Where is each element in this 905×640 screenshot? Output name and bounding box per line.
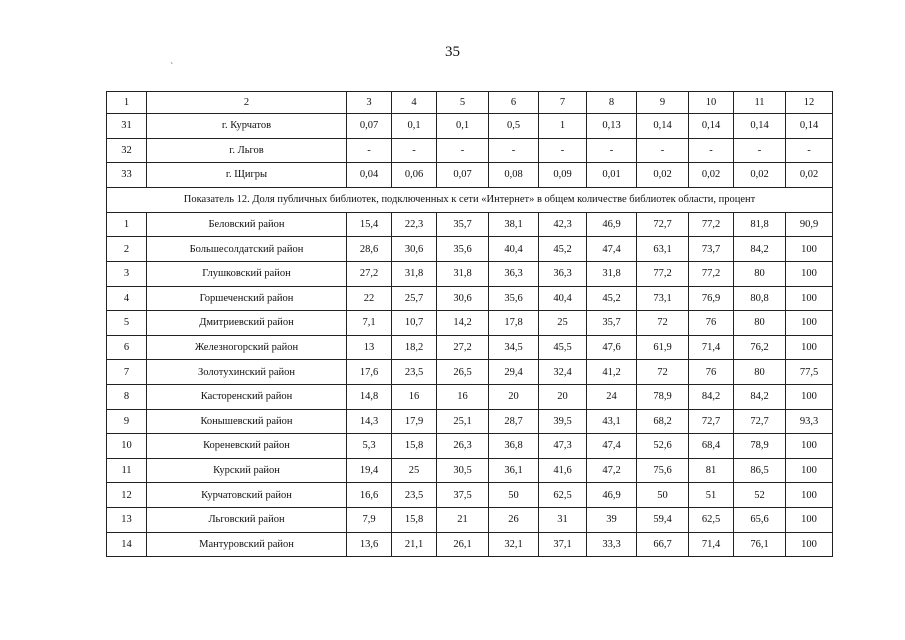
value-cell: 39 bbox=[587, 507, 637, 532]
value-cell: 76 bbox=[689, 311, 734, 336]
value-cell: 71,4 bbox=[689, 335, 734, 360]
value-cell: 31,8 bbox=[587, 261, 637, 286]
value-cell: 100 bbox=[786, 483, 833, 508]
value-cell: 0,04 bbox=[347, 163, 392, 188]
value-cell: 47,2 bbox=[587, 458, 637, 483]
row-name: Глушковский район bbox=[147, 261, 347, 286]
column-header: 9 bbox=[637, 92, 689, 114]
column-header: 4 bbox=[392, 92, 437, 114]
value-cell: 0,02 bbox=[734, 163, 786, 188]
value-cell: - bbox=[637, 138, 689, 163]
row-name: Кореневский район bbox=[147, 434, 347, 459]
value-cell: 84,2 bbox=[734, 237, 786, 262]
value-cell: 76 bbox=[689, 360, 734, 385]
table-row bbox=[107, 532, 833, 557]
column-header: 5 bbox=[437, 92, 489, 114]
row-number: 4 bbox=[107, 286, 147, 311]
value-cell: 100 bbox=[786, 286, 833, 311]
value-cell: 0,5 bbox=[489, 114, 539, 139]
value-cell: 20 bbox=[539, 384, 587, 409]
value-cell: 14,2 bbox=[437, 311, 489, 336]
value-cell: 20 bbox=[489, 384, 539, 409]
value-cell: 23,5 bbox=[392, 360, 437, 385]
row-name: Горшеченский район bbox=[147, 286, 347, 311]
value-cell: 13,6 bbox=[347, 532, 392, 557]
row-name: Золотухинский район bbox=[147, 360, 347, 385]
value-cell: 23,5 bbox=[392, 483, 437, 508]
value-cell: 25,7 bbox=[392, 286, 437, 311]
value-cell: 100 bbox=[786, 237, 833, 262]
value-cell: 1 bbox=[539, 114, 587, 139]
value-cell: 32,4 bbox=[539, 360, 587, 385]
value-cell: 84,2 bbox=[689, 384, 734, 409]
value-cell: 0,07 bbox=[437, 163, 489, 188]
value-cell: 24 bbox=[587, 384, 637, 409]
value-cell: 43,1 bbox=[587, 409, 637, 434]
value-cell: 72 bbox=[637, 360, 689, 385]
value-cell: - bbox=[786, 138, 833, 163]
value-cell: 41,6 bbox=[539, 458, 587, 483]
row-number: 13 bbox=[107, 507, 147, 532]
value-cell: 72,7 bbox=[689, 409, 734, 434]
table-row bbox=[107, 384, 833, 409]
row-name: Курский район bbox=[147, 458, 347, 483]
table-row bbox=[107, 286, 833, 311]
value-cell: 30,6 bbox=[437, 286, 489, 311]
value-cell: 76,9 bbox=[689, 286, 734, 311]
row-name: Беловский район bbox=[147, 212, 347, 237]
value-cell: 63,1 bbox=[637, 237, 689, 262]
value-cell: 0,14 bbox=[637, 114, 689, 139]
value-cell: 46,9 bbox=[587, 483, 637, 508]
table-row bbox=[107, 114, 833, 139]
value-cell: 19,4 bbox=[347, 458, 392, 483]
value-cell: 80 bbox=[734, 360, 786, 385]
value-cell: 26,1 bbox=[437, 532, 489, 557]
page-number: 35 bbox=[445, 44, 460, 60]
section-title-row bbox=[107, 187, 833, 212]
value-cell: 59,4 bbox=[637, 507, 689, 532]
value-cell: - bbox=[689, 138, 734, 163]
value-cell: 35,7 bbox=[587, 311, 637, 336]
value-cell: 27,2 bbox=[437, 335, 489, 360]
value-cell: 31,8 bbox=[437, 261, 489, 286]
value-cell: 78,9 bbox=[637, 384, 689, 409]
row-number: 10 bbox=[107, 434, 147, 459]
value-cell: 72 bbox=[637, 311, 689, 336]
value-cell: 65,6 bbox=[734, 507, 786, 532]
table-row bbox=[107, 335, 833, 360]
value-cell: 26,3 bbox=[437, 434, 489, 459]
table-header-row bbox=[107, 92, 833, 114]
table-row bbox=[107, 212, 833, 237]
value-cell: 52,6 bbox=[637, 434, 689, 459]
value-cell: 0,14 bbox=[786, 114, 833, 139]
section-title: Показатель 12. Доля публичных библиотек, подключенных к сети «Интернет» в общем количестве библиотек области, процент bbox=[107, 187, 833, 212]
value-cell: 77,5 bbox=[786, 360, 833, 385]
row-number: 32 bbox=[107, 138, 147, 163]
value-cell: 42,3 bbox=[539, 212, 587, 237]
row-name: г. Курчатов bbox=[147, 114, 347, 139]
value-cell: 40,4 bbox=[539, 286, 587, 311]
value-cell: 61,9 bbox=[637, 335, 689, 360]
value-cell: 46,9 bbox=[587, 212, 637, 237]
value-cell: 0,08 bbox=[489, 163, 539, 188]
row-name: Мантуровский район bbox=[147, 532, 347, 557]
value-cell: 62,5 bbox=[689, 507, 734, 532]
value-cell: 68,2 bbox=[637, 409, 689, 434]
value-cell: 80 bbox=[734, 261, 786, 286]
row-number: 8 bbox=[107, 384, 147, 409]
column-header: 8 bbox=[587, 92, 637, 114]
value-cell: 7,9 bbox=[347, 507, 392, 532]
row-name: г. Льгов bbox=[147, 138, 347, 163]
column-header: 3 bbox=[347, 92, 392, 114]
value-cell: 100 bbox=[786, 434, 833, 459]
value-cell: 100 bbox=[786, 532, 833, 557]
value-cell: 45,2 bbox=[539, 237, 587, 262]
value-cell: 29,4 bbox=[489, 360, 539, 385]
column-header: 7 bbox=[539, 92, 587, 114]
value-cell: 0,02 bbox=[689, 163, 734, 188]
table-row bbox=[107, 507, 833, 532]
value-cell: 78,9 bbox=[734, 434, 786, 459]
value-cell: 36,3 bbox=[489, 261, 539, 286]
value-cell: 15,8 bbox=[392, 507, 437, 532]
value-cell: 76,1 bbox=[734, 532, 786, 557]
table-row bbox=[107, 360, 833, 385]
value-cell: 93,3 bbox=[786, 409, 833, 434]
value-cell: 47,4 bbox=[587, 434, 637, 459]
value-cell: 100 bbox=[786, 311, 833, 336]
value-cell: 0,09 bbox=[539, 163, 587, 188]
value-cell: 76,2 bbox=[734, 335, 786, 360]
value-cell: 18,2 bbox=[392, 335, 437, 360]
column-header: 2 bbox=[147, 92, 347, 114]
value-cell: 72,7 bbox=[734, 409, 786, 434]
column-header: 11 bbox=[734, 92, 786, 114]
column-header: 6 bbox=[489, 92, 539, 114]
value-cell: 0,1 bbox=[392, 114, 437, 139]
value-cell: - bbox=[734, 138, 786, 163]
row-name: Касторенский район bbox=[147, 384, 347, 409]
value-cell: 77,2 bbox=[637, 261, 689, 286]
value-cell: 16,6 bbox=[347, 483, 392, 508]
value-cell: 37,5 bbox=[437, 483, 489, 508]
value-cell: 15,8 bbox=[392, 434, 437, 459]
value-cell: 71,4 bbox=[689, 532, 734, 557]
column-header: 12 bbox=[786, 92, 833, 114]
value-cell: 13 bbox=[347, 335, 392, 360]
row-number: 31 bbox=[107, 114, 147, 139]
value-cell: 75,6 bbox=[637, 458, 689, 483]
row-number: 14 bbox=[107, 532, 147, 557]
table-row bbox=[107, 409, 833, 434]
value-cell: 14,8 bbox=[347, 384, 392, 409]
value-cell: 100 bbox=[786, 507, 833, 532]
value-cell: 32,1 bbox=[489, 532, 539, 557]
value-cell: 77,2 bbox=[689, 212, 734, 237]
value-cell: 47,3 bbox=[539, 434, 587, 459]
value-cell: 51 bbox=[689, 483, 734, 508]
value-cell: 34,5 bbox=[489, 335, 539, 360]
table-row bbox=[107, 261, 833, 286]
column-header: 10 bbox=[689, 92, 734, 114]
table-row bbox=[107, 483, 833, 508]
value-cell: 25,1 bbox=[437, 409, 489, 434]
value-cell: 35,6 bbox=[437, 237, 489, 262]
value-cell: 77,2 bbox=[689, 261, 734, 286]
value-cell: 17,9 bbox=[392, 409, 437, 434]
value-cell: 0,07 bbox=[347, 114, 392, 139]
value-cell: 5,3 bbox=[347, 434, 392, 459]
column-header: 1 bbox=[107, 92, 147, 114]
row-name: Конышевский район bbox=[147, 409, 347, 434]
value-cell: 66,7 bbox=[637, 532, 689, 557]
table-row bbox=[107, 434, 833, 459]
row-number: 33 bbox=[107, 163, 147, 188]
row-number: 3 bbox=[107, 261, 147, 286]
value-cell: 0,14 bbox=[689, 114, 734, 139]
value-cell: 100 bbox=[786, 335, 833, 360]
value-cell: - bbox=[489, 138, 539, 163]
value-cell: 27,2 bbox=[347, 261, 392, 286]
value-cell: 26,5 bbox=[437, 360, 489, 385]
value-cell: 17,6 bbox=[347, 360, 392, 385]
value-cell: 38,1 bbox=[489, 212, 539, 237]
row-number: 9 bbox=[107, 409, 147, 434]
value-cell: 50 bbox=[489, 483, 539, 508]
value-cell: 100 bbox=[786, 384, 833, 409]
value-cell: 0,13 bbox=[587, 114, 637, 139]
row-number: 1 bbox=[107, 212, 147, 237]
value-cell: 30,6 bbox=[392, 237, 437, 262]
row-number: 11 bbox=[107, 458, 147, 483]
value-cell: 0,01 bbox=[587, 163, 637, 188]
value-cell: 100 bbox=[786, 261, 833, 286]
value-cell: 28,7 bbox=[489, 409, 539, 434]
value-cell: 21,1 bbox=[392, 532, 437, 557]
value-cell: 26 bbox=[489, 507, 539, 532]
row-name: г. Щигры bbox=[147, 163, 347, 188]
value-cell: 25 bbox=[539, 311, 587, 336]
value-cell: 31 bbox=[539, 507, 587, 532]
value-cell: 35,6 bbox=[489, 286, 539, 311]
row-name: Дмитриевский район bbox=[147, 311, 347, 336]
row-number: 2 bbox=[107, 237, 147, 262]
value-cell: 17,8 bbox=[489, 311, 539, 336]
value-cell: 22,3 bbox=[392, 212, 437, 237]
value-cell: 90,9 bbox=[786, 212, 833, 237]
value-cell: 25 bbox=[392, 458, 437, 483]
value-cell: - bbox=[392, 138, 437, 163]
value-cell: 0,14 bbox=[734, 114, 786, 139]
value-cell: 47,4 bbox=[587, 237, 637, 262]
value-cell: 37,1 bbox=[539, 532, 587, 557]
row-number: 6 bbox=[107, 335, 147, 360]
value-cell: 80,8 bbox=[734, 286, 786, 311]
value-cell: 0,02 bbox=[637, 163, 689, 188]
value-cell: 16 bbox=[437, 384, 489, 409]
value-cell: 0,1 bbox=[437, 114, 489, 139]
value-cell: 81,8 bbox=[734, 212, 786, 237]
value-cell: - bbox=[347, 138, 392, 163]
value-cell: - bbox=[539, 138, 587, 163]
row-number: 5 bbox=[107, 311, 147, 336]
value-cell: 39,5 bbox=[539, 409, 587, 434]
value-cell: 52 bbox=[734, 483, 786, 508]
value-cell: 21 bbox=[437, 507, 489, 532]
value-cell: 14,3 bbox=[347, 409, 392, 434]
row-number: 7 bbox=[107, 360, 147, 385]
value-cell: 28,6 bbox=[347, 237, 392, 262]
row-name: Курчатовский район bbox=[147, 483, 347, 508]
value-cell: 30,5 bbox=[437, 458, 489, 483]
value-cell: 15,4 bbox=[347, 212, 392, 237]
value-cell: 31,8 bbox=[392, 261, 437, 286]
value-cell: 7,1 bbox=[347, 311, 392, 336]
value-cell: 62,5 bbox=[539, 483, 587, 508]
value-cell: 36,8 bbox=[489, 434, 539, 459]
value-cell: 35,7 bbox=[437, 212, 489, 237]
value-cell: 22 bbox=[347, 286, 392, 311]
indicator-table bbox=[106, 91, 833, 557]
table-row bbox=[107, 138, 833, 163]
value-cell: - bbox=[437, 138, 489, 163]
value-cell: 84,2 bbox=[734, 384, 786, 409]
value-cell: - bbox=[587, 138, 637, 163]
stray-mark: ` bbox=[170, 62, 174, 73]
value-cell: 80 bbox=[734, 311, 786, 336]
value-cell: 100 bbox=[786, 458, 833, 483]
value-cell: 10,7 bbox=[392, 311, 437, 336]
value-cell: 41,2 bbox=[587, 360, 637, 385]
value-cell: 50 bbox=[637, 483, 689, 508]
value-cell: 47,6 bbox=[587, 335, 637, 360]
value-cell: 73,7 bbox=[689, 237, 734, 262]
value-cell: 0,02 bbox=[786, 163, 833, 188]
value-cell: 36,3 bbox=[539, 261, 587, 286]
row-name: Льговский район bbox=[147, 507, 347, 532]
value-cell: 16 bbox=[392, 384, 437, 409]
value-cell: 33,3 bbox=[587, 532, 637, 557]
row-name: Большесолдатский район bbox=[147, 237, 347, 262]
value-cell: 81 bbox=[689, 458, 734, 483]
table-row bbox=[107, 458, 833, 483]
value-cell: 40,4 bbox=[489, 237, 539, 262]
value-cell: 36,1 bbox=[489, 458, 539, 483]
value-cell: 45,2 bbox=[587, 286, 637, 311]
table-row bbox=[107, 163, 833, 188]
table-body bbox=[107, 92, 833, 557]
value-cell: 73,1 bbox=[637, 286, 689, 311]
table-row bbox=[107, 311, 833, 336]
row-name: Железногорский район bbox=[147, 335, 347, 360]
value-cell: 72,7 bbox=[637, 212, 689, 237]
value-cell: 68,4 bbox=[689, 434, 734, 459]
value-cell: 45,5 bbox=[539, 335, 587, 360]
value-cell: 86,5 bbox=[734, 458, 786, 483]
row-number: 12 bbox=[107, 483, 147, 508]
value-cell: 0,06 bbox=[392, 163, 437, 188]
table-row bbox=[107, 237, 833, 262]
